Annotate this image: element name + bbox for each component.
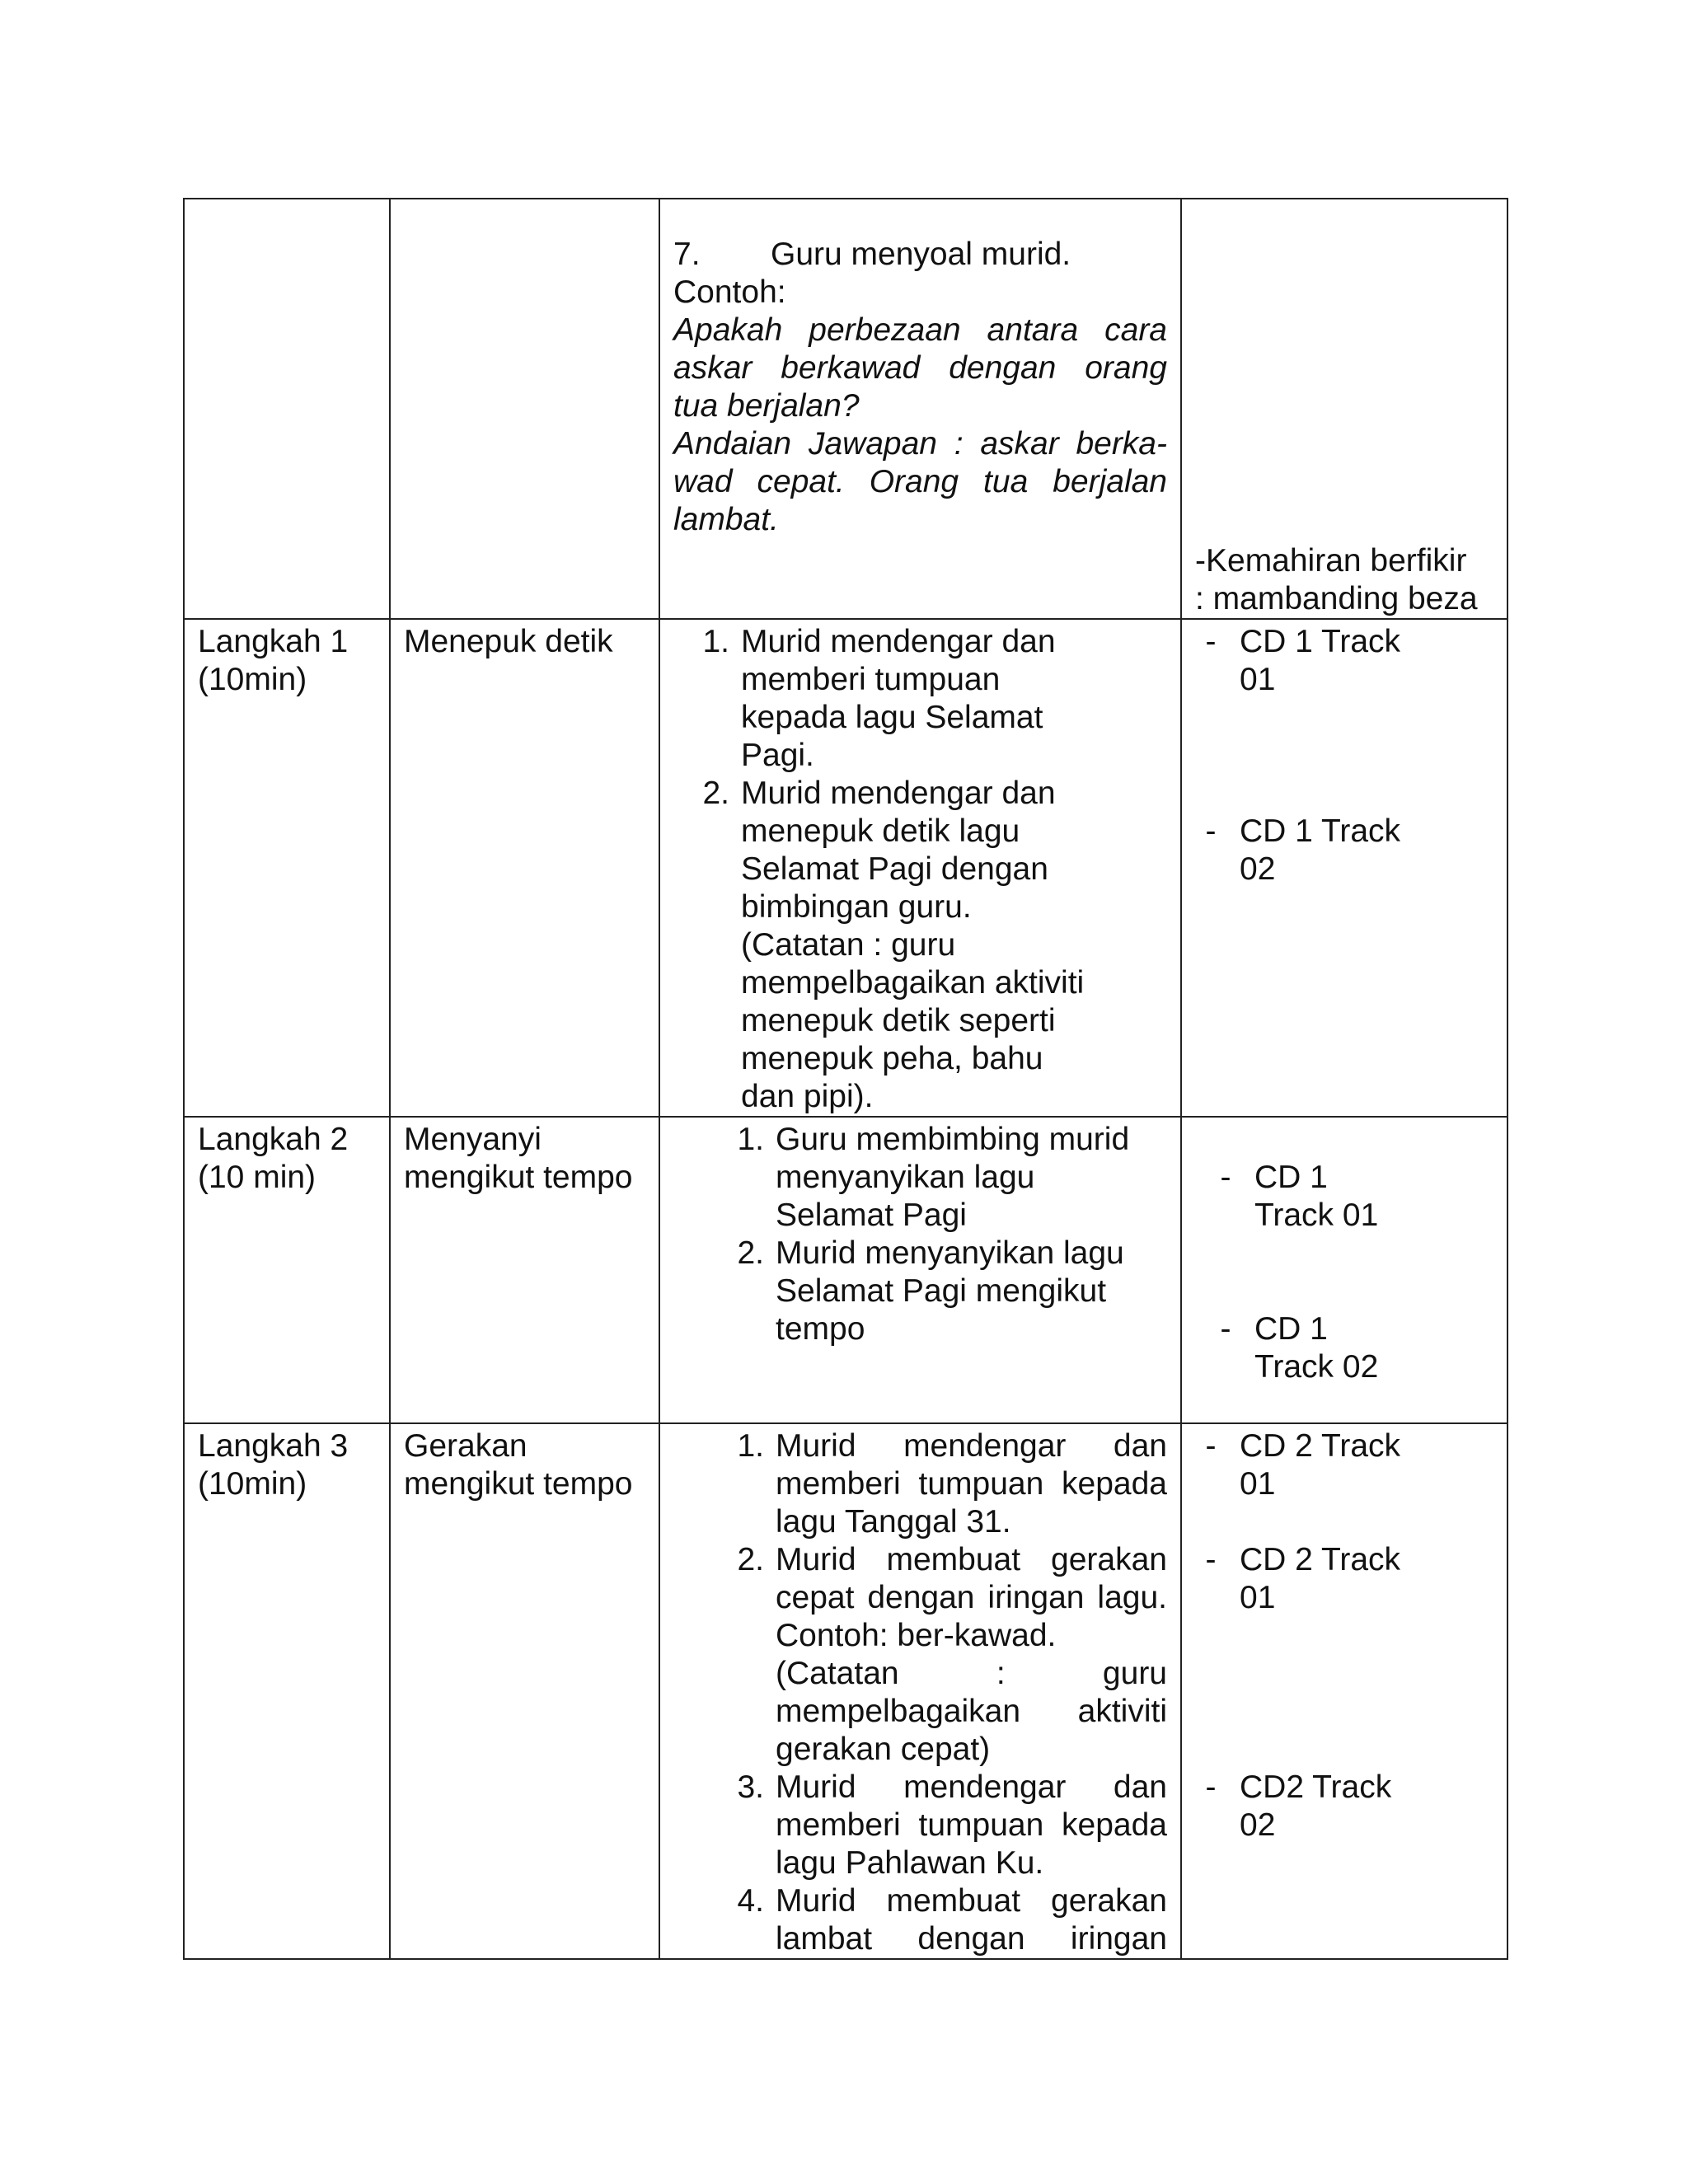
answer-line: Andaian Jawapan : askar berka- — [673, 426, 1167, 462]
example-label: Contoh: — [673, 274, 786, 310]
procedure-cell — [659, 1423, 1181, 1959]
table-row — [184, 199, 1507, 619]
activity-cell: Menepuk detik — [390, 619, 659, 1117]
table-row — [184, 1117, 1507, 1423]
step-cell: Langkah 3 (10min) — [184, 1423, 390, 1959]
procedure-cell — [659, 1117, 1181, 1423]
activity-cell: Gerakan mengikut tempo — [390, 1423, 659, 1959]
question-line: askar berkawad dengan orang — [673, 350, 1167, 386]
procedure-item: 1. Guru membimbing murid menyanyikan lagu Selamat Pagi — [737, 1122, 1130, 1233]
thinking-skill-note: -Kemahiran berfikir : mambanding beza — [1195, 543, 1478, 616]
question-line: Apakah perbezaan antara cara — [673, 312, 1167, 348]
procedure-item: 1. Murid mendengar dan memberi tumpuan kepada lagu Selamat Pagi. — [702, 624, 1056, 773]
procedure-item: 4. Murid membuat gerakan lambat dengan iringan — [737, 1883, 1167, 1957]
resource-cell — [1181, 1117, 1507, 1423]
activity-cell — [390, 199, 659, 619]
procedure-item: 1. Murid mendengar dan memberi tumpuan kepada lagu Tanggal 31. — [737, 1428, 1167, 1540]
resource-cell — [1181, 199, 1507, 619]
resource-item: - CD 2 Track 01 — [1205, 1542, 1401, 1615]
resource-item: - CD 2 Track 01 — [1205, 1428, 1401, 1502]
procedure-cell — [659, 619, 1181, 1117]
resource-item: - CD 1 Track 01 — [1205, 624, 1401, 697]
step-cell — [184, 199, 390, 619]
table-row — [184, 1423, 1507, 1959]
resource-item: - CD 1 Track 02 — [1205, 813, 1401, 887]
procedure-cell — [659, 199, 1181, 619]
procedure-item: 2. Murid menyanyikan lagu Selamat Pagi mengikut tempo — [737, 1235, 1124, 1347]
procedure-item: 3. Murid mendengar dan memberi tumpuan kepada lagu Pahlawan Ku. — [737, 1769, 1167, 1881]
resource-item: - CD 1 Track 01 — [1220, 1160, 1379, 1233]
procedure-item: 7. Guru menyoal murid. — [673, 237, 1071, 272]
lesson-plan-table — [183, 198, 1508, 1960]
procedure-item: 2. Murid membuat gerakan cepat dengan iringan lagu. Contoh: ber-kawad. (Catatan : guru mempelbagaikan aktiviti gerakan cepat) — [737, 1542, 1167, 1767]
resource-item: - CD2 Track 02 — [1205, 1769, 1392, 1843]
question-line: tua berjalan? — [673, 388, 860, 424]
table-row — [184, 619, 1507, 1117]
step-cell: Langkah 1 (10min) — [184, 619, 390, 1117]
step-cell: Langkah 2 (10 min) — [184, 1117, 390, 1423]
resource-cell — [1181, 619, 1507, 1117]
answer-line: lambat. — [673, 502, 779, 537]
resource-cell — [1181, 1423, 1507, 1959]
procedure-item: 2. Murid mendengar dan menepuk detik lagu Selamat Pagi dengan bimbingan guru. (Catatan : guru mempelbagaikan aktiviti menepuk detik seperti menepuk peha, bahu dan pipi). — [702, 776, 1085, 1114]
answer-line: wad cepat. Orang tua berjalan — [673, 464, 1167, 499]
activity-cell: Menyanyi mengikut tempo — [390, 1117, 659, 1423]
resource-item: - CD 1 Track 02 — [1220, 1311, 1379, 1385]
